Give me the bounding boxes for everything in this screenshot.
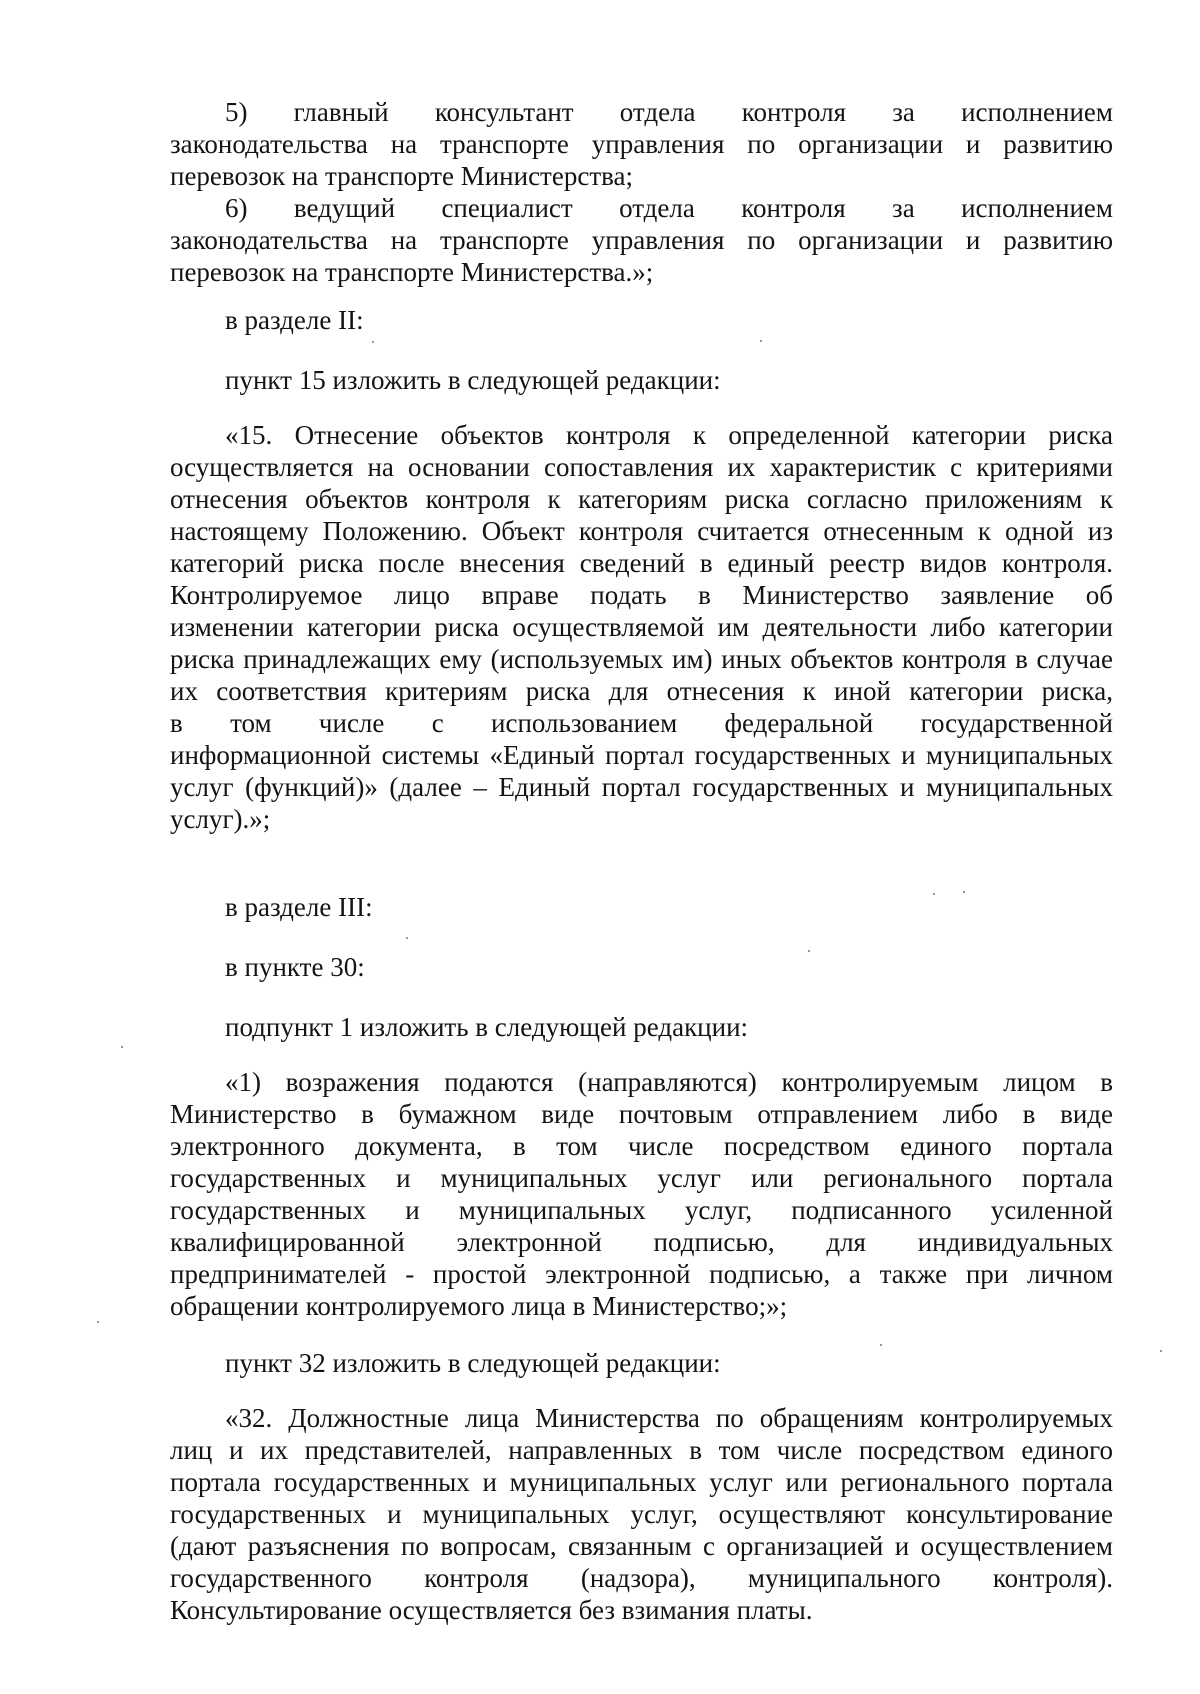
scan-speck xyxy=(372,341,374,343)
scan-speck xyxy=(121,1046,123,1048)
text-line: государственных и муниципальных услуг, подписанного усиленной xyxy=(170,1195,1113,1225)
list-item-5 xyxy=(170,96,1113,192)
text-line: перевозок на транспорте Министерства; xyxy=(170,161,633,191)
text-line: «32. Должностные лица Министерства по обращениям контролируемых xyxy=(225,1403,1113,1433)
scan-speck xyxy=(97,1321,99,1323)
text-line: отнесения объектов контроля к категориям риска согласно приложениям к xyxy=(170,484,1113,514)
point-15-text xyxy=(170,419,1113,835)
text-line: (дают разъяснения по вопросам, связанным с организацией и осуществлением xyxy=(170,1531,1113,1561)
text-line: услуг (функций)» (далее – Единый портал государственных и муниципальных xyxy=(170,772,1113,802)
scan-speck xyxy=(1160,1350,1162,1352)
text-line: Министерство в бумажном виде почтовым отправлением либо в виде xyxy=(170,1099,1113,1129)
text-line: подпункт 1 изложить в следующей редакции: xyxy=(225,1012,749,1042)
text-line: Консультирование осуществляется без взимания платы. xyxy=(170,1595,813,1625)
subpoint-1-text xyxy=(170,1066,1113,1322)
text-line: «1) возражения подаются (направляются) контролируемым лицом в xyxy=(225,1067,1113,1097)
text-line: в разделе II: xyxy=(225,305,364,335)
scan-speck xyxy=(963,891,965,893)
text-line: пункт 32 изложить в следующей редакции: xyxy=(225,1348,721,1378)
scan-speck xyxy=(406,937,408,939)
scan-speck xyxy=(760,340,762,342)
text-line: предпринимателей - простой электронной подписью, а также при личном xyxy=(170,1259,1113,1289)
text-line: 6) ведущий специалист отдела контроля за исполнением xyxy=(225,193,1113,223)
text-line: пункт 15 изложить в следующей редакции: xyxy=(225,365,721,395)
text-line: изменении категории риска осуществляемой им деятельности либо категории xyxy=(170,612,1113,642)
text-line: лиц и их представителей, направленных в том числе посредством единого xyxy=(170,1435,1113,1465)
scan-speck xyxy=(880,1344,882,1346)
point-32-intro xyxy=(170,1347,1113,1379)
text-line: обращении контролируемого лица в Министерство;»; xyxy=(170,1291,788,1321)
point-32-text xyxy=(170,1402,1113,1626)
text-line: портала государственных и муниципальных услуг или регионального портала xyxy=(170,1467,1113,1497)
section-heading-2 xyxy=(170,304,1113,336)
text-line: 5) главный консультант отдела контроля за исполнением xyxy=(225,97,1113,127)
text-line: законодательства на транспорте управления по организации и развитию xyxy=(170,129,1113,159)
text-line: информационной системы «Единый портал государственных и муниципальных xyxy=(170,740,1113,770)
subpoint-1-intro xyxy=(170,1011,1113,1043)
text-line: настоящему Положению. Объект контроля считается отнесенным к одной из xyxy=(170,516,1113,546)
text-line: в разделе III: xyxy=(225,892,373,922)
text-line: перевозок на транспорте Министерства.»; xyxy=(170,257,654,287)
point-30-heading xyxy=(170,951,1113,983)
text-line: квалифицированной электронной подписью, для индивидуальных xyxy=(170,1227,1113,1257)
scan-speck xyxy=(808,950,810,952)
text-line: категорий риска после внесения сведений в единый реестр видов контроля. xyxy=(170,548,1113,578)
text-line: государственных и муниципальных услуг, осуществляют консультирование xyxy=(170,1499,1113,1529)
text-line: Контролируемое лицо вправе подать в Министерство заявление об xyxy=(170,580,1113,610)
text-line: государственных и муниципальных услуг или регионального портала xyxy=(170,1163,1113,1193)
text-line: услуг).»; xyxy=(170,804,271,834)
text-line: риска принадлежащих ему (используемых им) иных объектов контроля в случае xyxy=(170,644,1113,674)
text-line: законодательства на транспорте управления по организации и развитию xyxy=(170,225,1113,255)
text-line: государственного контроля (надзора), муниципального контроля). xyxy=(170,1563,1113,1593)
text-line: электронного документа, в том числе посредством единого портала xyxy=(170,1131,1113,1161)
scan-speck xyxy=(933,893,935,895)
text-line: «15. Отнесение объектов контроля к определенной категории риска xyxy=(225,420,1113,450)
section-heading-3 xyxy=(170,891,1113,923)
text-line: их соответствия критериям риска для отнесения к иной категории риска, xyxy=(170,676,1113,706)
point-15-intro xyxy=(170,364,1113,396)
text-line: осуществляется на основании сопоставления их характеристик с критериями xyxy=(170,452,1113,482)
text-line: в том числе с использованием федеральной государственной xyxy=(170,708,1113,738)
text-line: в пункте 30: xyxy=(225,952,365,982)
list-item-6 xyxy=(170,192,1113,288)
